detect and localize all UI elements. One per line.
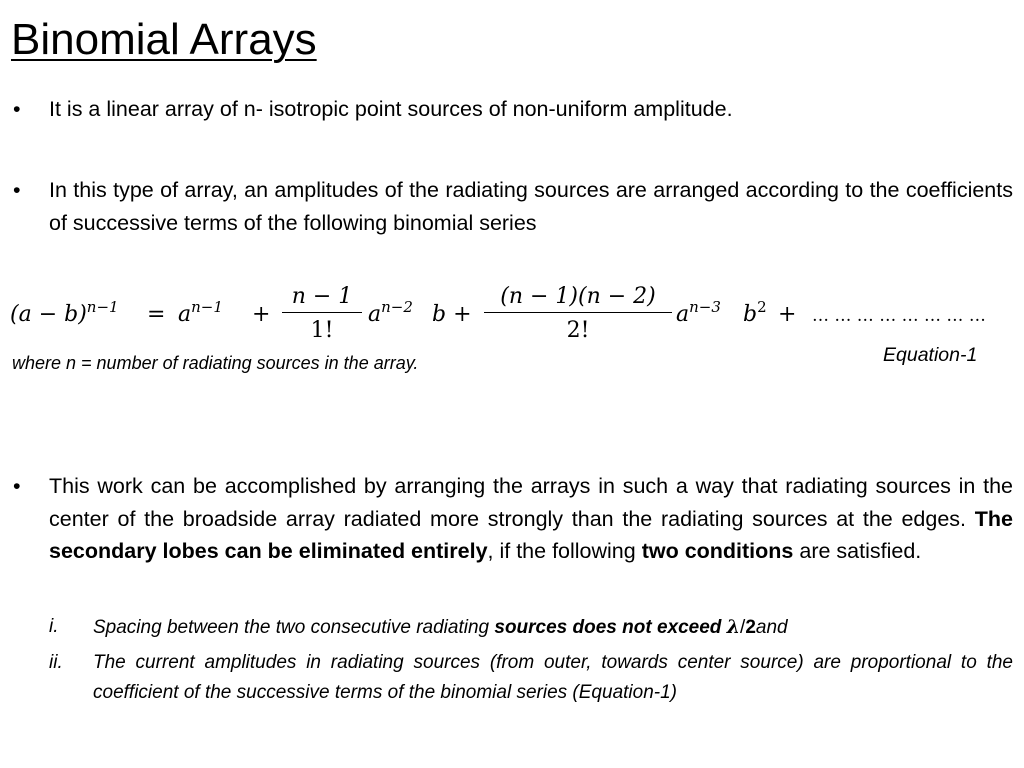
fraction-numerator: (n − 1)(n − 2) <box>500 284 656 309</box>
equation-plus: + <box>778 302 797 327</box>
equation-term-3-b: $b^2$ <box>743 298 767 327</box>
bullet-text: It is a linear array of n- isotropic point sources of non-uniform amplitude. <box>49 97 733 121</box>
fraction-denominator: 1! <box>310 318 334 343</box>
equation-fraction-1 <box>282 282 362 343</box>
binomial-equation <box>10 282 1014 354</box>
bullet-item <box>13 174 1013 239</box>
bullet-text: This work can be accomplished by arranging the arrays in such a way that radiating sources in the center of the broadside array radiated more strongly than the radiating sources at the edges. The secondary lobes can be eliminated entirely, if the following two conditions are satisfied. <box>49 474 1013 563</box>
equation-note: where n = number of radiating sources in the array. <box>12 353 419 373</box>
equation-label: Equation-1 <box>883 344 978 366</box>
equation-equals: = <box>147 302 166 327</box>
bullet-text: In this type of array, an amplitudes of the radiating sources are arranged according to the coefficients of successive terms of the following binomial series <box>49 178 1013 235</box>
condition-item <box>49 648 1013 708</box>
bullet-marker: • <box>13 474 21 498</box>
equation-term-2: $a^{n-2}$ <box>368 298 413 327</box>
bullet-marker: • <box>13 97 21 121</box>
bullet-item <box>13 93 1013 126</box>
slide-title: Binomial Arrays <box>11 15 317 64</box>
equation-term-2-b: b + <box>432 302 472 327</box>
condition-numeral: ii. <box>49 652 63 673</box>
equation-fraction-2 <box>484 282 672 343</box>
equation-ellipsis: … … … … … … … … <box>812 306 986 326</box>
equation-plus: + <box>252 302 271 327</box>
bullet-marker: • <box>13 178 21 202</box>
equation-term-1: $a^{n-1}$ <box>178 298 223 327</box>
equation-lhs: $(a - b)^{n-1}$ <box>10 298 119 327</box>
lambda-symbol: λ <box>726 616 741 638</box>
condition-text: Spacing between the two consecutive radiating sources does not exceed λ/2and <box>93 616 788 638</box>
equation-term-3: $a^{n-3}$ <box>676 298 721 327</box>
condition-item <box>49 612 1013 643</box>
condition-text: The current amplitudes in radiating sources (from outer, towards center source) are proportional to the coefficient of the successive terms of the binomial series (Equation-1) <box>93 652 1013 703</box>
fraction-numerator: n − 1 <box>291 284 353 309</box>
bullet-item <box>13 470 1013 568</box>
bold-phrase: The secondary lobes can be eliminated entirely <box>49 506 1013 563</box>
fraction-denominator: 2! <box>566 318 590 343</box>
bold-phrase: two conditions <box>641 539 794 563</box>
condition-numeral: i. <box>49 616 59 637</box>
